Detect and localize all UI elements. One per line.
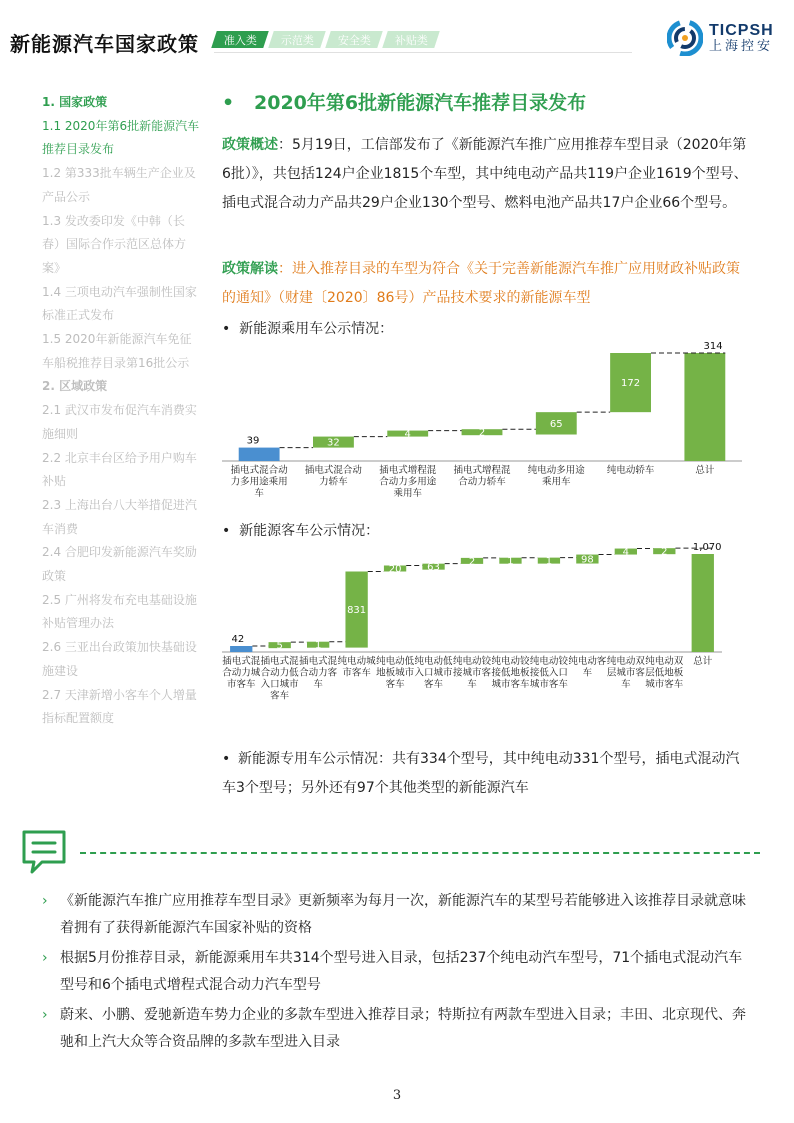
category-label: 乘用车 xyxy=(542,476,571,488)
header-divider xyxy=(214,52,632,53)
category-label: 插电式混 xyxy=(222,656,261,667)
sidebar-item[interactable]: 2.3 上海出台八大举措促进汽车消费 xyxy=(42,497,197,536)
overview-paragraph xyxy=(222,131,752,218)
interpret-label: 政策解读 xyxy=(222,261,278,277)
bullet-dot: • xyxy=(222,321,231,337)
bar-value-label: 4 xyxy=(404,429,411,441)
category-label: 城市客车 xyxy=(645,679,684,690)
chart2-caption-text: 新能源客车公示情况： xyxy=(239,523,380,539)
category-label: 插电式混 xyxy=(299,656,338,667)
bullet-dot: • xyxy=(222,523,231,539)
bar-value-label: 1 xyxy=(545,556,553,568)
sidebar-toc xyxy=(42,91,202,731)
list-item-text: 蔚来、小鹏、爱驰新造车势力企业的多款车型进入推荐目录；特斯拉有两款车型进入目录；丰田、北京现代、奔驰和上汽大众等合资品牌的多款车型进入目录 xyxy=(60,1007,746,1050)
category-label: 力多用途乘用 xyxy=(230,476,288,488)
list-item xyxy=(42,1002,754,1056)
bar-value-label: 831 xyxy=(347,605,367,617)
sidebar-item[interactable]: 1.3 发改委印发《中韩（长春）国际合作示范区总体方案》 xyxy=(42,213,187,275)
bar-value-label: 63 xyxy=(427,562,440,574)
chart1-caption xyxy=(222,318,393,338)
chevron-right-icon: › xyxy=(42,950,48,966)
category-label: 层城市客 xyxy=(606,667,645,679)
page-header-title: 新能源汽车国家政策 xyxy=(10,32,199,56)
category-label: 客车 xyxy=(270,690,290,702)
category-label: 客车 xyxy=(424,679,444,690)
category-label: 纯电动铰 xyxy=(491,656,530,667)
category-label: 总计 xyxy=(693,656,713,667)
sidebar-item[interactable]: 1.2 第333批车辆生产企业及产品公示 xyxy=(42,166,196,204)
category-label: 插电式增程混 xyxy=(453,465,511,476)
category-label: 接低地板 xyxy=(491,667,530,679)
tab-safety-label: 安全类 xyxy=(337,33,371,47)
list-item xyxy=(42,945,754,999)
category-label: 接低入口 xyxy=(529,667,568,679)
list-item-text: 根据5月份推荐目录，新能源乘用车共314个型号进入目录，包括237个纯电动汽车型号，71个插电式混动汽车型号和6个插电式增程式混合动力汽车型号 xyxy=(60,950,743,993)
page-number: 3 xyxy=(392,1088,402,1103)
category-label: 纯电动城 xyxy=(337,656,376,667)
category-label: 纯电动双 xyxy=(645,656,684,667)
sidebar-item[interactable]: 1.1 2020年第6批新能源汽车推荐目录发布 xyxy=(42,118,200,157)
sidebar-item[interactable]: 2.5 广州将发布充电基础设施补贴管理办法 xyxy=(42,592,197,631)
category-label: 合动力轿车 xyxy=(458,476,506,488)
waterfall-bar xyxy=(230,646,252,652)
category-label: 插电式混合动 xyxy=(230,465,288,476)
tab-safety[interactable] xyxy=(325,31,383,48)
category-label: 接城市客 xyxy=(452,667,492,679)
category-label: 合动力多用途 xyxy=(379,476,437,488)
bar-value-label: 2 xyxy=(478,427,486,439)
overview-label: 政策概述 xyxy=(222,137,278,153)
category-label: 纯电动轿车 xyxy=(606,465,655,476)
sidebar-section-heading: 1. 国家政策 xyxy=(42,95,108,109)
waterfall-bar xyxy=(684,353,725,461)
category-label: 纯电动多用途 xyxy=(527,465,585,476)
bar-value-label: 42 xyxy=(231,634,245,645)
category-label: 车 xyxy=(582,667,593,679)
tab-access[interactable] xyxy=(211,31,269,48)
category-label: 城市客车 xyxy=(529,679,568,690)
category-label: 插电式混 xyxy=(260,656,299,667)
category-label: 纯电动低 xyxy=(414,656,453,667)
tab-access-label: 准入类 xyxy=(223,33,257,47)
category-label: 乘用车 xyxy=(393,488,422,499)
category-label: 总计 xyxy=(695,465,715,476)
category-label: 市客车 xyxy=(342,667,371,679)
section-title xyxy=(222,88,586,115)
bar-value-label: 98 xyxy=(581,554,594,566)
bar-value-label: 39 xyxy=(246,435,260,447)
sidebar-item[interactable]: 2.4 合肥印发新能源汽车奖励政策 xyxy=(42,545,197,584)
special-vehicle-text: 新能源专用车公示情况：共有334个型号，其中纯电动331个型号，插电式混动汽车3个型号；另外还有97个其他类型的新能源汽车 xyxy=(222,751,740,796)
bar-value-label: 65 xyxy=(549,418,563,430)
title-bullet: • xyxy=(222,92,235,114)
list-item-text: 《新能源汽车推广应用推荐车型目录》更新频率为每月一次，新能源汽车的某型号若能够进入该推荐目录就意味着拥有了获得新能源汽车国家补贴的资格 xyxy=(60,893,746,936)
bus-waterfall-chart xyxy=(222,540,762,720)
chevron-right-icon: › xyxy=(42,893,48,909)
company-logo xyxy=(667,20,774,56)
passenger-car-waterfall-chart xyxy=(222,336,762,516)
sidebar-section-heading: 2. 区域政策 xyxy=(42,379,108,394)
category-label: 层低地板 xyxy=(645,667,684,679)
category-label: 入口城市 xyxy=(260,679,299,690)
logo-chinese: 上海控安 xyxy=(709,38,774,54)
comment-icon xyxy=(20,828,72,876)
sidebar-item[interactable]: 1.5 2020年新能源汽车免征车船税推荐目录第16批公示 xyxy=(42,332,192,370)
sidebar-item[interactable]: 1.4 三项电动汽车强制性国家标准正式发布 xyxy=(42,284,197,323)
category-label: 合动力客 xyxy=(299,667,338,679)
special-vehicle-paragraph xyxy=(222,745,752,803)
interpret-text: ：进入推荐目录的车型为符合《关于完善新能源汽车推广应用财政补贴政策的通知》（财建〔2020〕86号）产品技术要求的新能源车型 xyxy=(222,261,740,306)
interpretation-paragraph xyxy=(222,255,752,313)
dashed-divider xyxy=(80,852,760,854)
category-label: 入口城市 xyxy=(414,667,453,679)
category-label: 车 xyxy=(254,488,264,499)
category-label: 城市客车 xyxy=(491,679,530,690)
category-label: 车 xyxy=(467,679,477,690)
category-label: 插电式增程混 xyxy=(379,465,437,476)
chevron-right-icon: › xyxy=(42,1007,48,1023)
waterfall-bar xyxy=(239,448,280,461)
overview-text: ：5月19日，工信部发布了《新能源汽车推广应用推荐车型目录（2020年第6批）》，共包括124户企业1815个车型，其中纯电动产品共119户企业1619个型号、插电式混合动力产品共29户企业130个型号、燃料电池产品共17户企业66个型号。 xyxy=(222,137,748,211)
sidebar-item[interactable]: 2.7 天津新增小客车个人增量指标配置额度 xyxy=(42,687,197,726)
bar-value-label: 1 xyxy=(507,556,514,568)
category-label: 纯电动客 xyxy=(568,656,607,667)
category-label: 纯电动铰 xyxy=(529,656,568,667)
tab-demo-label: 示范类 xyxy=(280,33,314,47)
category-label: 合动力低 xyxy=(260,667,299,679)
bar-value-label: 2 xyxy=(661,546,668,558)
tab-subsidy-label: 补贴类 xyxy=(394,33,428,47)
category-label: 客车 xyxy=(385,679,405,690)
bar-value-label: 5 xyxy=(276,640,283,652)
title-text: 2020年第6批新能源汽车推荐目录发布 xyxy=(254,92,587,114)
bar-value-label: 4 xyxy=(622,547,630,559)
bar-value-label: 314 xyxy=(703,341,723,352)
bar-value-label: 1 xyxy=(314,640,322,652)
sidebar-item[interactable]: 2.2 北京丰台区给予用户购车补贴 xyxy=(42,450,197,489)
category-label: 地板城市 xyxy=(376,667,415,679)
sidebar-item[interactable]: 2.1 武汉市发布促汽车消费实施细则 xyxy=(42,403,197,441)
category-label: 车 xyxy=(621,679,631,690)
category-label: 市客车 xyxy=(226,679,256,690)
bullet-dot: • xyxy=(222,751,231,767)
chart1-caption-text: 新能源乘用车公示情况： xyxy=(239,321,394,337)
logo-swirl-icon xyxy=(667,20,703,56)
bar-value-label: 172 xyxy=(621,378,641,390)
sidebar-item[interactable]: 2.6 三亚出台政策加快基础设施建设 xyxy=(42,640,197,678)
category-label: 纯电动双 xyxy=(606,656,645,667)
category-label: 合动力城 xyxy=(222,667,261,679)
tab-subsidy[interactable] xyxy=(382,31,440,48)
category-label: 车 xyxy=(313,679,323,690)
key-points-list xyxy=(42,888,754,1059)
bar-value-label: 1,070 xyxy=(692,542,722,553)
bar-value-label: 32 xyxy=(327,437,340,449)
category-label: 力轿车 xyxy=(319,476,348,488)
logo-english: TICPSH xyxy=(709,21,774,39)
category-label: 纯电动铰 xyxy=(452,656,492,667)
bar-value-label: 20 xyxy=(388,563,402,575)
category-label: 插电式混合动 xyxy=(304,465,362,476)
category-label: 纯电动低 xyxy=(376,656,415,667)
tab-demo[interactable] xyxy=(268,31,326,48)
bar-value-label: 2 xyxy=(468,556,476,568)
list-item xyxy=(42,888,754,942)
chart2-caption xyxy=(222,520,379,540)
waterfall-bar xyxy=(692,554,714,652)
category-tabs xyxy=(214,31,437,48)
